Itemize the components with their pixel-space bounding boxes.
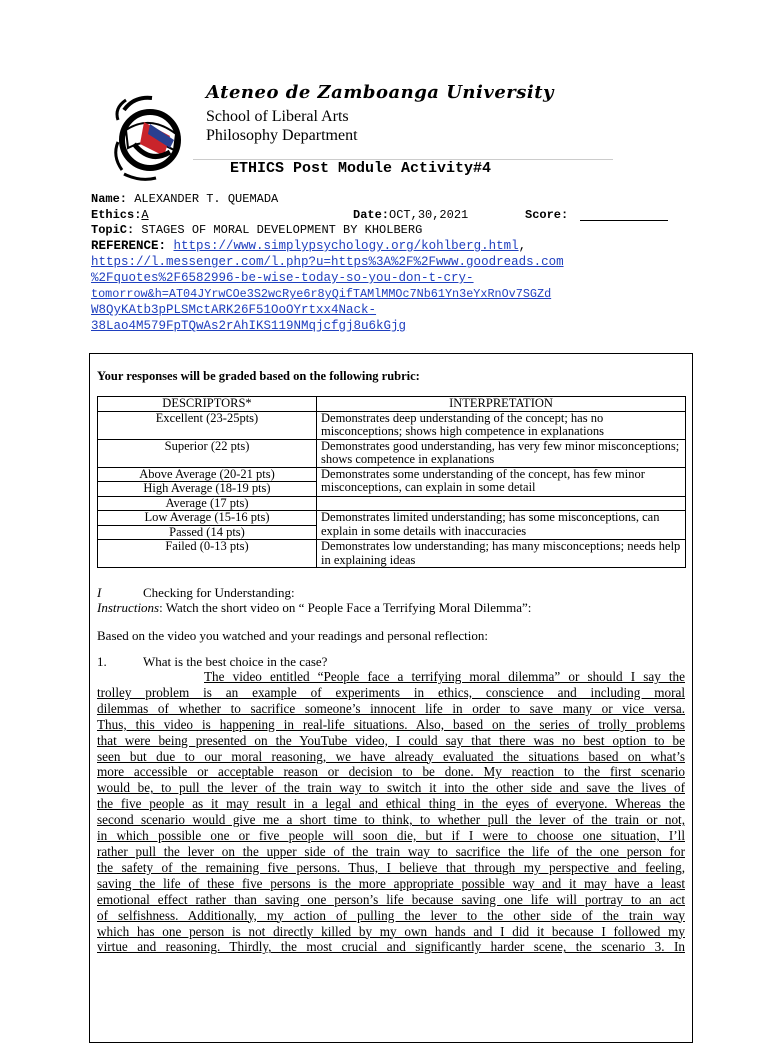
date-label: Date: <box>353 208 390 222</box>
answer-line: rather pull the lever on the upper side of the train way to sacrifice the life of the one person for <box>97 843 685 859</box>
descriptor-cell: Passed (14 pts) <box>98 525 317 540</box>
table-row <box>98 467 686 482</box>
interpretation-cell: Demonstrates good understanding, has very few minor misconceptions; shows competence in explanations <box>317 439 686 467</box>
descriptor-cell: Superior (22 pts) <box>98 439 317 467</box>
descriptor-cell: Above Average (20-21 pts) <box>98 467 317 482</box>
table-row <box>98 540 686 568</box>
answer-line: would be, to pull the lever of the train way to switch it into the other side and save the lives of <box>97 780 685 796</box>
descriptor-cell: Excellent (23-25pts) <box>98 411 317 439</box>
answer-line: saving the life of these five persons is the more appropriate possible way and it may have a least <box>97 875 685 891</box>
reference-link-1[interactable]: https://www.simplypsychology.org/kohlberg.html <box>173 239 519 253</box>
reference-link-2[interactable]: https://l.messenger.com/l.php?u=https%3A%2F%2Fwww.goodreads.com <box>91 255 564 269</box>
answer-line: second scenario would give me a short time to think, to whether pull the lever of the train or not, <box>97 812 685 828</box>
rubric-header-descriptors: DESCRIPTORS* <box>98 397 317 412</box>
university-seal-logo <box>104 90 200 186</box>
interpretation-cell: Demonstrates low understanding; has many misconceptions; needs help in explaining ideas <box>317 540 686 568</box>
answer-line: which has one person is not directly killed by my own hands and I did it because I followed my <box>97 923 685 939</box>
instructions-line <box>97 600 531 616</box>
score-label: Score: <box>525 208 569 222</box>
section-roman: I <box>97 585 102 600</box>
topic-line <box>91 223 422 237</box>
topic-label: TopiC: <box>91 223 135 237</box>
name-label: Name: <box>91 192 128 206</box>
descriptor-cell: Failed (0-13 pts) <box>98 540 317 568</box>
interpretation-cell: Demonstrates deep understanding of the concept; has no misconceptions; shows high competence in explanations <box>317 411 686 439</box>
based-on-line: Based on the video you watched and your readings and personal reflection: <box>97 628 488 643</box>
question-number: 1. <box>97 654 107 669</box>
answer-line: the safety of the remaining five persons. Thus, I believe that through my perspective and feeling, <box>97 859 685 875</box>
descriptor-cell: Low Average (15-16 pts) <box>98 511 317 526</box>
interpretation-cell: Demonstrates limited understanding; has some misconceptions, can explain in some details with inaccuracies <box>317 511 686 540</box>
answer-line: in which possible one or five people will soon die, but if I were to choose one situation, I’ll <box>97 828 685 844</box>
table-row <box>98 397 686 412</box>
name-value: ALEXANDER T. QUEMADA <box>134 192 279 206</box>
reference-label: REFERENCE: <box>91 239 167 253</box>
instructions-text: : Watch the short video on “ People Face a Terrifying Moral Dilemma”: <box>159 600 532 615</box>
answer-line: the five people as it may result in a legal and ethical thing in the eyes of everyone. Whereas the <box>97 796 685 812</box>
descriptor-cell: Average (17 pts) <box>98 496 317 511</box>
reference-block: REFERENCE: https://www.simplypsychology.org/kohlberg.html, https://l.messenger.com/l.php?u=https%3A%2F%2Fwww.goodreads.com %2Fquotes%2F6582996-be-wise-today-so-you-don-t-cry- tomorrow&h=AT04JYrwCOe3S2wcRye6r8yQifTAMlMMOc7Nb61Yn3eYxRnOv7SGZd W8QyKAtb3pPLSMctARK26F51OoOYrtxx4Nack- 38Lao4M579FpTQwAs2rAhIKS119NMqjcfgj8u6kGjg <box>91 239 564 333</box>
activity-title: ETHICS Post Module Activity#4 <box>230 160 492 177</box>
instructions-label: Instructions <box>97 600 160 615</box>
answer-line: seen but due to our moral reasoning, we have already evaluated the situations based on what’s <box>97 748 685 764</box>
answer-line: that were being presented on the YouTube video, I could say that there was no best option to be <box>97 732 685 748</box>
interpretation-cell <box>317 496 686 511</box>
answer-paragraph <box>97 669 685 955</box>
rubric-intro: Your responses will be graded based on the following rubric: <box>97 369 420 383</box>
date-value: OCT,30,2021 <box>389 208 469 222</box>
section-title: Checking for Understanding: <box>143 585 295 600</box>
ethics-value: A <box>141 208 149 222</box>
reference-link-5[interactable]: W8QyKAtb3pPLSMctARK26F51OoOYrtxx4Nack- <box>91 303 377 317</box>
topic-value: STAGES OF MORAL DEVELOPMENT BY KHOLBERG <box>141 223 423 237</box>
table-row <box>98 496 686 511</box>
answer-line: more accessible or acceptable reason or decision to be done. My reaction to the first scenario <box>97 764 685 780</box>
answer-line: The video entitled “People face a terrifying moral dilemma” or should I say the <box>204 669 685 684</box>
interpretation-cell: Demonstrates some understanding of the concept, has few minor misconceptions, can explain in some detail <box>317 467 686 496</box>
question-text: What is the best choice in the case? <box>143 654 328 669</box>
answer-line: virtue and reasoning. Thirdly, the most crucial and significantly harder scene, the scenario 3. In <box>97 939 685 955</box>
table-row <box>98 411 686 439</box>
rubric-table <box>97 396 686 568</box>
table-row <box>98 439 686 467</box>
table-row <box>98 511 686 526</box>
department-name: Philosophy Department <box>206 127 358 144</box>
reference-link-6[interactable]: 38Lao4M579FpTQwAs2rAhIKS119NMqjcfgj8u6kGjg <box>91 319 407 333</box>
answer-line: trolley problem is an example of experiments in ethics, conscience and including moral <box>97 684 685 700</box>
score-blank <box>580 220 668 221</box>
answer-line: of selfishness. Additionally, my action of pulling the lever to the other side of the train way <box>97 907 685 923</box>
descriptor-cell: High Average (18-19 pts) <box>98 482 317 497</box>
reference-link-3[interactable]: %2Fquotes%2F6582996-be-wise-today-so-you-don-t-cry- <box>91 271 474 285</box>
school-name: School of Liberal Arts <box>206 108 349 125</box>
ethics-label: Ethics: <box>91 208 142 222</box>
reference-link-4[interactable]: tomorrow&h=AT04JYrwCOe3S2wcRye6r8yQifTAMlMMOc7Nb61Yn3eYxRnOv7SGZd <box>91 287 552 301</box>
name-line <box>91 192 278 206</box>
question-1 <box>97 654 687 670</box>
rubric-header-interpretation: INTERPRETATION <box>317 397 686 412</box>
answer-line: emotional effect rather than saving one person’s life because saving one life will portray to an act <box>97 891 685 907</box>
section-heading <box>97 585 687 601</box>
answer-line: dilemmas of whether to sacrifice someone’s innocent life in order to save many or vice versa. <box>97 700 685 716</box>
university-name: Ateneo de Zamboanga University <box>206 82 554 103</box>
answer-line: Thus, this video is happening in real-life situations. Also, based on the series of trolly problems <box>97 716 685 732</box>
